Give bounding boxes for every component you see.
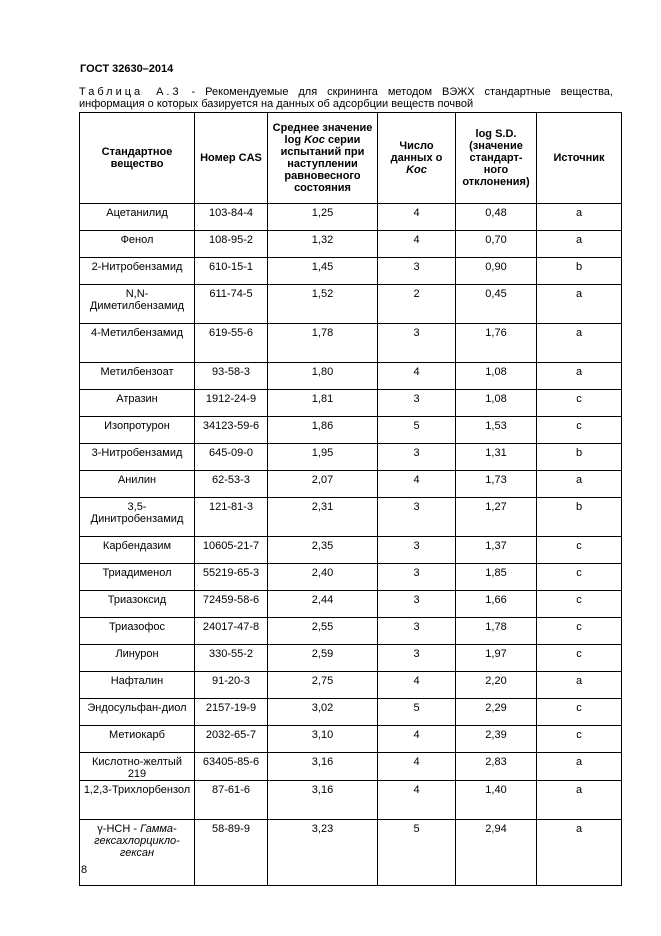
cell-cas: 611-74-5 <box>195 285 268 324</box>
document-standard-code: ГОСТ 32630–2014 <box>80 63 174 75</box>
cell-cas: 72459-58-6 <box>195 591 268 618</box>
cell-count: 3 <box>378 591 456 618</box>
cell-logkoc: 2,35 <box>268 537 378 564</box>
table-row <box>80 471 622 498</box>
cell-cas: 87-61-6 <box>195 781 268 820</box>
table-row <box>80 537 622 564</box>
cell-logkoc: 2,07 <box>268 471 378 498</box>
cell-substance: 2-Нитробензамид <box>80 258 195 285</box>
column-header-log-sd: log S.D. (значение стандарт-ного отклонения) <box>456 113 537 204</box>
cell-logkoc: 1,32 <box>268 231 378 258</box>
cell-log-sd: 1,76 <box>456 324 537 363</box>
cell-substance: Триазофос <box>80 618 195 645</box>
cell-substance: 3,5-Динитробензамид <box>80 498 195 537</box>
cell-count: 4 <box>378 231 456 258</box>
table-row <box>80 564 622 591</box>
table-row <box>80 618 622 645</box>
table-row <box>80 820 622 886</box>
column-header-cas: Номер CAS <box>195 113 268 204</box>
cell-count: 3 <box>378 390 456 417</box>
table-row <box>80 258 622 285</box>
cell-source: a <box>537 363 622 390</box>
cell-count: 4 <box>378 726 456 753</box>
table-row <box>80 672 622 699</box>
cell-substance: 1,2,3-Трихлорбензол <box>80 781 195 820</box>
cell-log-sd: 1,08 <box>456 363 537 390</box>
cell-cas: 24017-47-8 <box>195 618 268 645</box>
cell-log-sd: 1,66 <box>456 591 537 618</box>
cell-logkoc: 1,52 <box>268 285 378 324</box>
table-row <box>80 204 622 231</box>
cell-substance: Нафталин <box>80 672 195 699</box>
cell-source: a <box>537 231 622 258</box>
cell-substance: Фенол <box>80 231 195 258</box>
cell-logkoc: 2,31 <box>268 498 378 537</box>
cell-source: b <box>537 498 622 537</box>
cell-logkoc: 1,25 <box>268 204 378 231</box>
cell-log-sd: 2,20 <box>456 672 537 699</box>
cell-count: 4 <box>378 781 456 820</box>
cell-logkoc: 1,80 <box>268 363 378 390</box>
cell-cas: 1912-24-9 <box>195 390 268 417</box>
cell-count: 4 <box>378 363 456 390</box>
cell-logkoc: 1,78 <box>268 324 378 363</box>
cell-substance: Атразин <box>80 390 195 417</box>
cell-cas: 103-84-4 <box>195 204 268 231</box>
table-header-row <box>80 113 622 204</box>
cell-log-sd: 1,40 <box>456 781 537 820</box>
cell-count: 2 <box>378 285 456 324</box>
cell-logkoc: 2,59 <box>268 645 378 672</box>
table-caption <box>79 86 613 110</box>
cell-source: c <box>537 537 622 564</box>
cell-source: c <box>537 645 622 672</box>
cell-log-sd: 1,73 <box>456 471 537 498</box>
table-row <box>80 390 622 417</box>
table-row <box>80 781 622 820</box>
cell-cas: 2032-65-7 <box>195 726 268 753</box>
cell-cas: 108-95-2 <box>195 231 268 258</box>
cell-cas: 91-20-3 <box>195 672 268 699</box>
column-header-data-count: Число данных о Koc <box>378 113 456 204</box>
cell-log-sd: 1,85 <box>456 564 537 591</box>
cell-cas: 2157-19-9 <box>195 699 268 726</box>
cell-cas: 55219-65-3 <box>195 564 268 591</box>
cell-cas: 619-55-6 <box>195 324 268 363</box>
table-row <box>80 498 622 537</box>
cell-substance: Изопротурон <box>80 417 195 444</box>
cell-substance: γ-HCH - Гамма-гексахлорцикло-гексан <box>80 820 195 886</box>
cell-source: a <box>537 820 622 886</box>
cell-log-sd: 0,70 <box>456 231 537 258</box>
cell-source: a <box>537 285 622 324</box>
cell-cas: 93-58-3 <box>195 363 268 390</box>
table-caption-text: - Рекомендуемые для скрининга методом ВЭЖХ стандартные вещества, информация о которых базируется на данных об адсорбции веществ почвой <box>79 86 613 110</box>
cell-cas: 58-89-9 <box>195 820 268 886</box>
cell-source: b <box>537 258 622 285</box>
cell-logkoc: 2,44 <box>268 591 378 618</box>
cell-count: 3 <box>378 258 456 285</box>
cell-log-sd: 0,48 <box>456 204 537 231</box>
cell-count: 3 <box>378 618 456 645</box>
cell-substance: 3-Нитробензамид <box>80 444 195 471</box>
cell-substance: Анилин <box>80 471 195 498</box>
cell-substance: Карбендазим <box>80 537 195 564</box>
cell-logkoc: 3,10 <box>268 726 378 753</box>
cell-log-sd: 1,97 <box>456 645 537 672</box>
cell-logkoc: 2,40 <box>268 564 378 591</box>
cell-count: 5 <box>378 820 456 886</box>
cell-cas: 121-81-3 <box>195 498 268 537</box>
cell-count: 3 <box>378 324 456 363</box>
reference-substances-table <box>79 112 622 886</box>
table-row <box>80 231 622 258</box>
table-row <box>80 363 622 390</box>
cell-substance: Кислотно-желтый 219 <box>80 753 195 781</box>
cell-logkoc: 2,55 <box>268 618 378 645</box>
cell-source: c <box>537 591 622 618</box>
table-row <box>80 417 622 444</box>
cell-substance: Эндосульфан-диол <box>80 699 195 726</box>
cell-count: 4 <box>378 204 456 231</box>
cell-count: 5 <box>378 417 456 444</box>
cell-logkoc: 1,81 <box>268 390 378 417</box>
cell-log-sd: 2,94 <box>456 820 537 886</box>
cell-cas: 63405-85-6 <box>195 753 268 781</box>
cell-source: c <box>537 564 622 591</box>
cell-log-sd: 1,78 <box>456 618 537 645</box>
cell-logkoc: 3,16 <box>268 781 378 820</box>
cell-logkoc: 1,86 <box>268 417 378 444</box>
cell-logkoc: 1,45 <box>268 258 378 285</box>
cell-log-sd: 2,39 <box>456 726 537 753</box>
table-caption-label: Таблица А.3 <box>79 86 182 98</box>
cell-source: a <box>537 781 622 820</box>
cell-cas: 645-09-0 <box>195 444 268 471</box>
cell-source: c <box>537 618 622 645</box>
cell-source: a <box>537 204 622 231</box>
cell-log-sd: 1,08 <box>456 390 537 417</box>
cell-log-sd: 1,31 <box>456 444 537 471</box>
cell-logkoc: 2,75 <box>268 672 378 699</box>
cell-log-sd: 2,83 <box>456 753 537 781</box>
cell-substance: N,N-Диметилбензамид <box>80 285 195 324</box>
cell-cas: 34123-59-6 <box>195 417 268 444</box>
table-row <box>80 324 622 363</box>
cell-cas: 610-15-1 <box>195 258 268 285</box>
cell-source: a <box>537 324 622 363</box>
cell-count: 3 <box>378 564 456 591</box>
cell-count: 5 <box>378 699 456 726</box>
cell-source: a <box>537 753 622 781</box>
cell-source: b <box>537 444 622 471</box>
cell-log-sd: 1,53 <box>456 417 537 444</box>
cell-substance: Триазоксид <box>80 591 195 618</box>
table-row <box>80 285 622 324</box>
cell-log-sd: 1,37 <box>456 537 537 564</box>
cell-substance: 4-Метилбензамид <box>80 324 195 363</box>
table-row <box>80 726 622 753</box>
cell-cas: 62-53-3 <box>195 471 268 498</box>
cell-cas: 10605-21-7 <box>195 537 268 564</box>
table-row <box>80 591 622 618</box>
cell-source: a <box>537 471 622 498</box>
cell-source: c <box>537 726 622 753</box>
page-number: 8 <box>81 864 88 876</box>
table-row <box>80 444 622 471</box>
cell-log-sd: 2,29 <box>456 699 537 726</box>
cell-logkoc: 1,95 <box>268 444 378 471</box>
cell-count: 3 <box>378 498 456 537</box>
cell-cas: 330-55-2 <box>195 645 268 672</box>
cell-substance: Метиокарб <box>80 726 195 753</box>
cell-log-sd: 1,27 <box>456 498 537 537</box>
cell-log-sd: 0,45 <box>456 285 537 324</box>
cell-count: 3 <box>378 645 456 672</box>
cell-count: 4 <box>378 672 456 699</box>
cell-count: 4 <box>378 753 456 781</box>
cell-substance: Ацетанилид <box>80 204 195 231</box>
cell-count: 3 <box>378 537 456 564</box>
table-row <box>80 699 622 726</box>
cell-source: c <box>537 417 622 444</box>
column-header-mean-logkoc: Среднее значение log Koc серии испытаний при наступлении равновесного состояния <box>268 113 378 204</box>
table-row <box>80 753 622 781</box>
cell-logkoc: 3,02 <box>268 699 378 726</box>
column-header-substance: Стандартное вещество <box>80 113 195 204</box>
cell-substance: Линурон <box>80 645 195 672</box>
cell-substance: Триадименол <box>80 564 195 591</box>
cell-source: a <box>537 672 622 699</box>
cell-count: 4 <box>378 471 456 498</box>
cell-substance: Метилбензоат <box>80 363 195 390</box>
column-header-source: Источник <box>537 113 622 204</box>
cell-logkoc: 3,23 <box>268 820 378 886</box>
cell-count: 3 <box>378 444 456 471</box>
cell-logkoc: 3,16 <box>268 753 378 781</box>
cell-source: c <box>537 699 622 726</box>
cell-log-sd: 0,90 <box>456 258 537 285</box>
table-row <box>80 645 622 672</box>
cell-source: c <box>537 390 622 417</box>
